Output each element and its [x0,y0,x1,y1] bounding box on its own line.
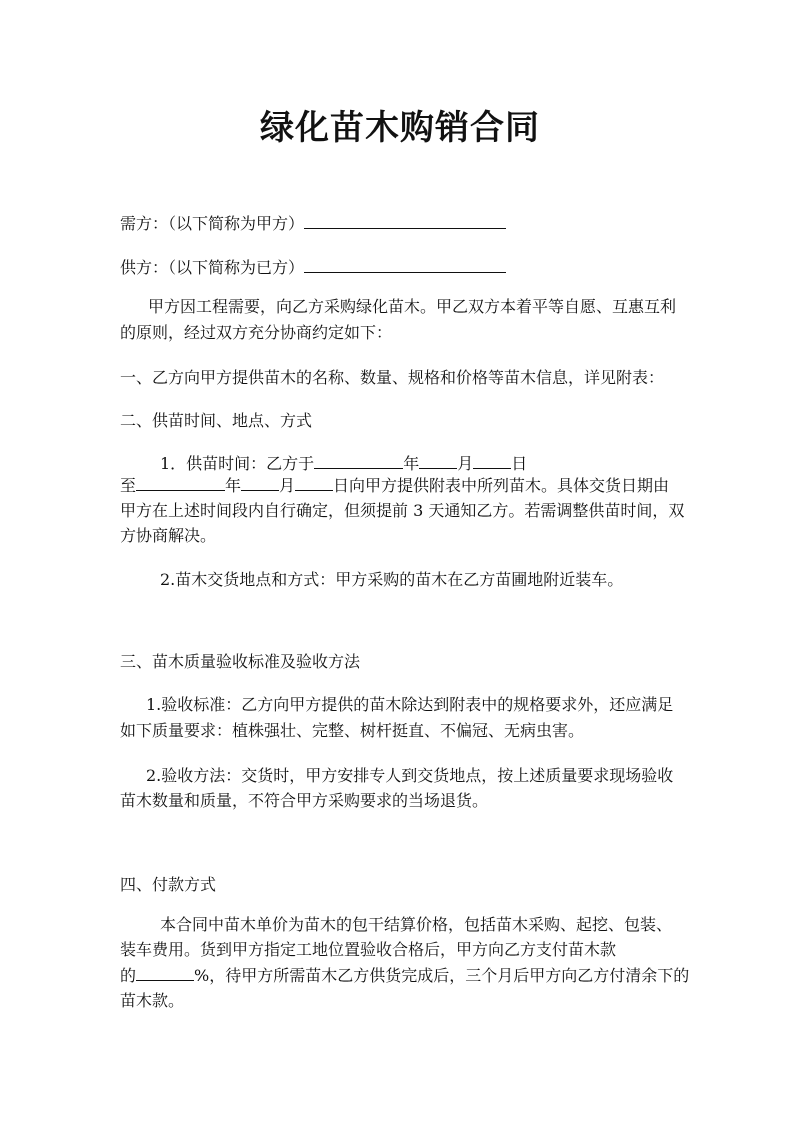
end-month-unit: 月 [279,476,296,495]
start-day-unit: 日 [511,454,528,473]
end-month-blank[interactable] [241,473,279,491]
acceptance-method-line-2: 苗木数量和质量，不符合甲方采购要求的当场退货。 [120,791,489,810]
percent-sign: % [194,966,210,985]
payment-line-3 [120,963,690,988]
supplier-line [120,255,686,280]
document-title: 绿化苗木购销合同 [260,108,540,148]
payment-post: ，待甲方所需苗木乙方供货完成后，三个月后甲方向乙方付清余下的 [209,966,690,985]
buyer-name-blank[interactable] [304,211,506,229]
start-month-unit: 月 [457,454,474,473]
section-1-heading: 一、乙方向甲方提供苗木的名称、数量、规格和价格等苗木信息，详见附表： [120,368,665,387]
end-year-unit: 年 [225,476,242,495]
section-4-heading: 四、付款方式 [120,875,217,894]
supply-time-rest: 日向甲方提供附表中所列苗木。具体交货日期由 [333,476,670,495]
payment-line-1: 本合同中苗木单价为苗木的包干结算价格，包括苗木采购、起挖、包装、 [160,915,673,934]
buyer-label: 需方：（以下简称为甲方） [120,214,305,233]
supply-time-lead: 1．供苗时间：乙方于 [160,454,315,473]
buyer-line [120,211,686,236]
start-month-blank[interactable] [419,451,457,469]
payment-percent-blank[interactable] [136,963,194,981]
acceptance-standard-line-2: 如下质量要求：植株强壮、完整、树杆挺直、不偏冠、无病虫害。 [120,721,585,740]
supply-time-line-2 [120,473,686,498]
acceptance-method-line-1: 2.验收方法：交货时，甲方安排专人到交货地点，按上述质量要求现场验收 [146,766,674,785]
section-2-heading: 二、供苗时间、地点、方式 [120,411,313,430]
acceptance-standard-line-1: 1.验收标准：乙方向甲方提供的苗木除达到附表中的规格要求外，还应满足 [146,695,674,714]
start-year-blank[interactable] [314,451,403,469]
supply-time-line-3: 甲方在上述时间段内自行确定，但须提前 3 天通知乙方。若需调整供苗时间，双 [120,501,685,520]
payment-line-4: 苗木款。 [120,991,185,1010]
end-day-blank[interactable] [295,473,333,491]
supply-time-line-4: 方协商解决。 [120,526,217,545]
intro-line-2: 的原则，经过双方充分协商约定如下： [120,323,393,342]
supply-time-to: 至 [120,476,137,495]
section-3-heading: 三、苗木质量验收标准及验收方法 [120,652,361,671]
supplier-label: 供方：（以下简称为已方） [120,258,305,277]
end-year-blank[interactable] [136,473,225,491]
start-year-unit: 年 [403,454,420,473]
supplier-name-blank[interactable] [304,255,506,273]
start-day-blank[interactable] [473,451,511,469]
payment-line-2: 装车费用。货到甲方指定工地位置验收合格后，甲方向乙方支付苗木款 [120,940,617,959]
payment-pre: 的 [120,966,137,985]
delivery-location-line: 2.苗木交货地点和方式：甲方采购的苗木在乙方苗圃地附近装车。 [160,570,624,589]
intro-line-1: 甲方因工程需要，向乙方采购绿化苗木。甲乙双方本着平等自愿、互惠互利 [148,297,677,316]
